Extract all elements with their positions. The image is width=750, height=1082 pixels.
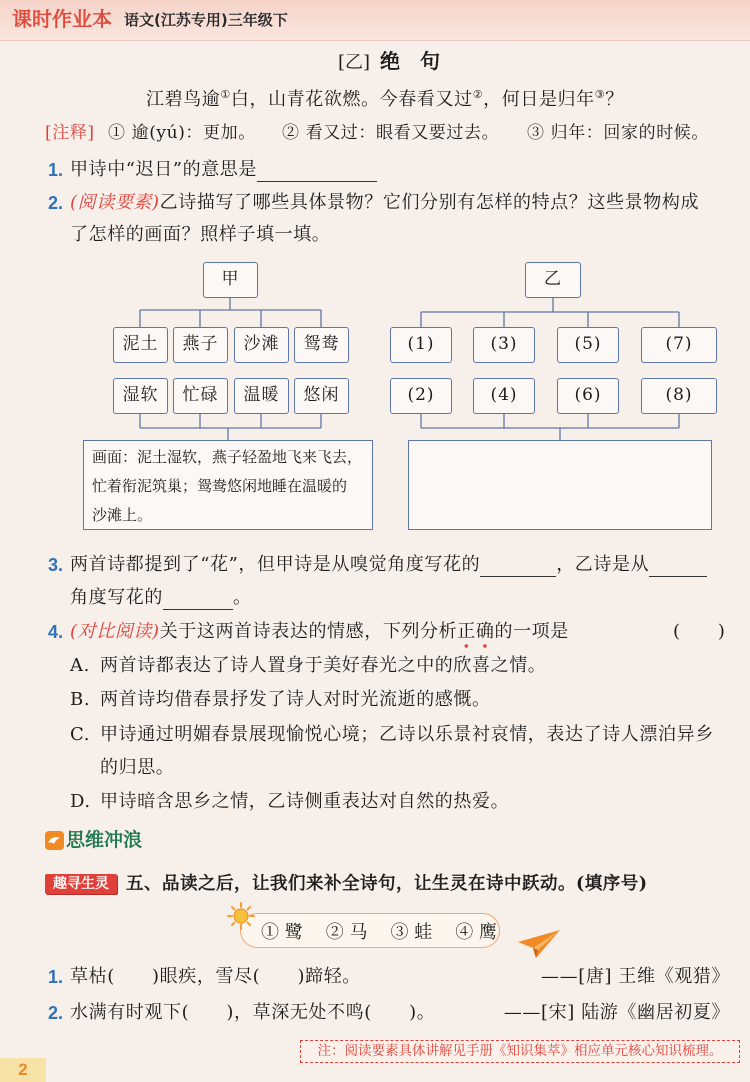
yi-answer-box: (4) (473, 378, 535, 414)
question-text: ，乙诗是从 (556, 554, 650, 575)
emphasized-word: 正确 (457, 621, 494, 649)
comparative-reading-tag: (对比阅读) (70, 621, 160, 642)
option-text: 两首诗均借春景抒发了诗人对时光流逝的感慨。 (100, 689, 491, 710)
option-letter: A. (70, 655, 90, 676)
option-text: 两首诗都表达了诗人置身于美好春光之中的欣喜之情。 (100, 655, 547, 676)
question-text: 乙诗描写了哪些具体景物？它们分别有怎样的特点？这些景物构成 (159, 192, 700, 213)
question-3-cont (70, 586, 252, 610)
question-text: 关于这两首诗表达的情感，下列分析 (159, 621, 458, 642)
section-title: 思维冲浪 (66, 829, 143, 851)
scene-text: 沙滩上。 (92, 506, 153, 524)
question-3 (70, 553, 707, 577)
question-text: 。 (233, 587, 252, 608)
subject-grade: 语文(江苏专用)三年级下 (124, 11, 288, 29)
poem-text: 白，山青花欲燃。今春看又过 (230, 89, 473, 110)
jia-scene-box (83, 440, 373, 530)
yi-scene-box (408, 440, 712, 530)
poem-text: ，何日是归年 (483, 89, 595, 110)
poem-tag: [乙] (338, 52, 371, 73)
choice-item: ④ 鹰 (455, 921, 497, 943)
note-item: ③ 归年：回家的时候。 (527, 123, 710, 143)
poem-jia-node: 甲 (203, 262, 258, 298)
answer-blank (649, 556, 707, 577)
note-marker: ③ (594, 88, 606, 101)
yi-answer-box: (7) (641, 327, 717, 363)
jia-trait-box: 忙碌 (173, 378, 228, 414)
choice-item: ② 马 (325, 921, 368, 943)
answer-blank (163, 589, 233, 610)
choice-box (240, 913, 500, 948)
series-title: 课时作业本 (12, 7, 112, 31)
notes-label: [注释] (45, 123, 95, 143)
section-badge: 趣寻生灵 (45, 874, 117, 894)
question-5: 五、品读之后，让我们来补全诗句，让生灵在诗中跃动。(填序号) (126, 874, 648, 894)
note-item: ② 看又过：眼看又要过去。 (282, 123, 500, 143)
jia-trait-box: 悠闲 (294, 378, 349, 414)
choice-item: ① 鹭 (261, 921, 303, 943)
note-marker: ② (472, 88, 484, 101)
jia-scenery-box: 沙滩 (234, 327, 289, 363)
footer-note: 注：阅读要素具体讲解见手册《知识集萃》相应单元核心知识梳理。 (300, 1040, 740, 1063)
scene-text: 忙着衔泥筑巢；鸳鸯悠闲地睡在温暖的 (92, 477, 348, 495)
reading-element-tag: (阅读要素) (70, 192, 160, 213)
poem-name: 绝 句 (380, 49, 441, 73)
page-number: 2 (0, 1058, 46, 1082)
question-number: 1. (48, 160, 64, 180)
question-text: 甲诗中“迟日”的意思是 (70, 159, 258, 180)
sun-icon (226, 901, 256, 931)
yi-answer-box: (6) (557, 378, 619, 414)
yi-answer-box: (8) (641, 378, 717, 414)
paper-plane-icon (516, 928, 562, 960)
answer-parentheses: ( ) (673, 621, 726, 642)
option-letter: D. (70, 791, 91, 812)
question-text: 的一项是 (494, 621, 569, 642)
poem-source: ——[宋] 陆游《幽居初夏》 (503, 1002, 730, 1023)
answer-blank (480, 556, 556, 577)
option-text: 甲诗通过明媚春景展现愉悦心境；乙诗以乐景衬哀情，表达了诗人漂泊异乡 (100, 724, 714, 745)
question-number: 2. (48, 193, 64, 213)
yi-answer-box: (2) (390, 378, 452, 414)
question-number: 2. (48, 1003, 64, 1023)
choice-item: ③ 蛙 (390, 921, 433, 943)
option-letter: C. (70, 724, 91, 745)
yi-answer-box: (5) (557, 327, 619, 363)
question-text: 角度写花的 (70, 587, 163, 608)
poem-fill-line: 水满有时观下( )，草深无处不鸣( )。 (70, 1002, 436, 1023)
option-letter: B. (70, 689, 91, 710)
poem-fill-line: 草枯( )眼疾，雪尽( )蹄轻。 (70, 966, 361, 987)
jia-trait-box: 温暖 (234, 378, 289, 414)
jia-scenery-box: 燕子 (173, 327, 228, 363)
yi-answer-box: (3) (473, 327, 535, 363)
question-text: 两首诗都提到了“花”，但甲诗是从嗅觉角度写花的 (70, 554, 481, 575)
question-4 (70, 620, 569, 644)
jia-scenery-box: 鸳鸯 (294, 327, 349, 363)
poem-text: ？ (605, 89, 624, 110)
jia-trait-box: 湿软 (113, 378, 168, 414)
question-number: 4. (48, 622, 64, 642)
question-number: 1. (48, 967, 64, 987)
scene-text: 画面：泥土湿软，燕子轻盈地飞来飞去， (92, 448, 363, 466)
yi-answer-box: (1) (390, 327, 452, 363)
poem-yi-node: 乙 (525, 262, 581, 298)
question-number: 3. (48, 555, 64, 575)
note-item: ① 逾(yú)：更加。 (108, 123, 256, 143)
wave-icon (45, 831, 64, 850)
question-text: 了怎样的画面？照样子填一填。 (70, 224, 331, 245)
option-text: 甲诗暗含思乡之情，乙诗侧重表达对自然的热爱。 (100, 791, 510, 812)
jia-scenery-box: 泥土 (113, 327, 168, 363)
option-text: 的归思。 (100, 757, 175, 778)
poem-source: ——[唐] 王维《观猎》 (541, 966, 730, 987)
poem-text: 江碧鸟逾 (146, 89, 221, 110)
note-marker: ① (220, 88, 231, 101)
